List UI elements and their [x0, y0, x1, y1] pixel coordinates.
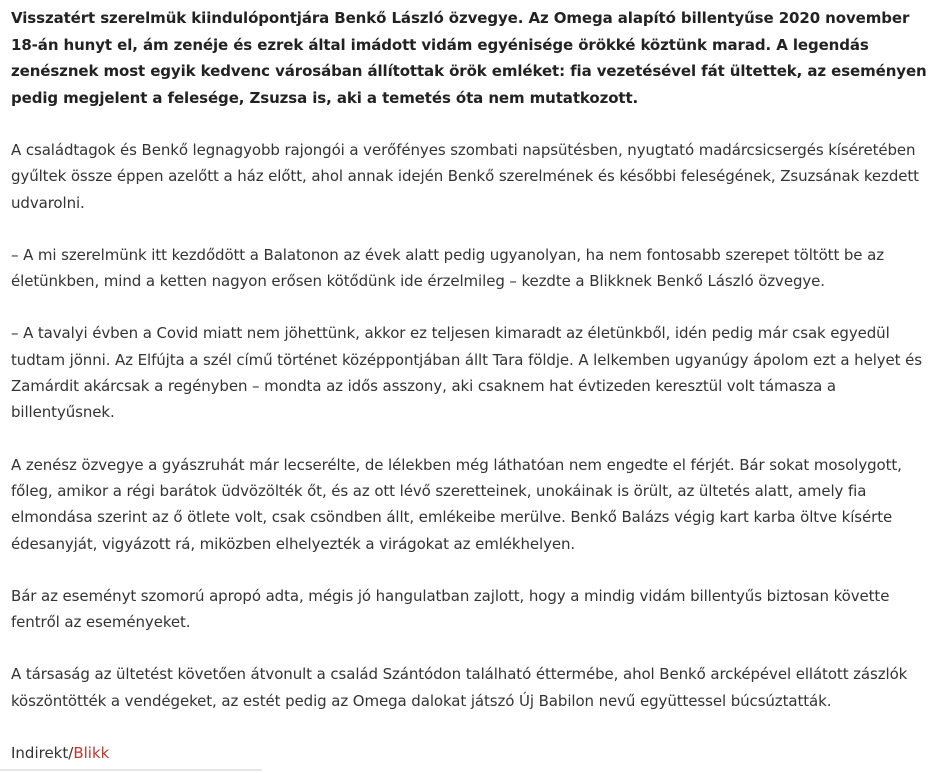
article-body [11, 5, 929, 766]
source-prefix: Indirekt/ [11, 744, 74, 763]
source-link-blikk[interactable]: Blikk [73, 744, 110, 763]
article-paragraph: A társaság az ültetést követően átvonult a család Szántódon található éttermébe, ahol Benkő arcképével ellátott zászlók köszöntötték a vendégeket, az estét pedig az Omega dalokat játszó Új Babilon nevű együttessel búcsúztatták. [11, 665, 908, 710]
article-paragraph: – A tavalyi évben a Covid miatt nem jöhettünk, akkor ez teljesen kimaradt az életünkből, idén pedig már csak egyedül tudtam jönni. Az Elfújta a szél című történet középpontjában állt Tara földje. A lelkemben ugyanúgy ápolom ezt a helyet és Zamárdit akárcsak a regényben – mondta az idős asszony, aki csaknem hat évtizeden keresztül volt támasza a billentyűsnek. [11, 324, 922, 422]
article-paragraph: – A mi szerelmünk itt kezdődött a Balatonon az évek alatt pedig ugyanolyan, ha nem fontosabb szerepet töltött be az életünkben, mind a ketten nagyon erősen kötődünk ide érzelmileg – kezdte a Blikknek Benkő László özvegye. [11, 245, 884, 291]
article-source [11, 740, 929, 766]
article-paragraph: A zenész özvegye a gyászruhát már lecserélte, de lélekben még láthatóan nem engedte el férjét. Bár sokat mosolygott, főleg, amikor a régi barátok üdvözölték őt, és az ott lévő szeretteinek, unokáinak is örült, az ültetés alatt, amely fia elmondása szerint az ő ötlete volt, csak csöndben állt, emlékeibe merülve. Benkő Balázs végig kart karba öltve kísérte édesanyját, vigyázott rá, miközben elhelyezték a virágokat az emlékhelyen. [11, 455, 902, 553]
article-paragraph: Bár az eseményt szomorú apropó adta, mégis jó hangulatban zajlott, hogy a mindig vidám billentyűs biztosan követte fentről az eseményeket. [11, 586, 890, 632]
article-paragraph: A családtagok és Benkő legnagyobb rajongói a verőfényes szombati napsütésben, nyugtató madárcsicsergés kíséretében gyűltek össze éppen azelőtt a ház előtt, ahol annak idején Benkő szerelmének és későbbi feleségének, Zsuzsának kezdett udvarolni. [11, 141, 919, 212]
bottom-divider [0, 769, 262, 771]
article-lead: Visszatért szerelmük kiindulópontjára Benkő László özvegye. Az Omega alapító billentyűse 2020 november 18-án hunyt el, ám zenéje és ezrek által imádott vidám egyénisége örökké köztünk marad. A legendás zenésznek most egyik kedvenc városában állítottak örök emléket: fia vezetésével fát ültettek, az eseményen pedig megjelent a felesége, Zsuzsa is, aki a temetés óta nem mutatkozott. [11, 9, 927, 107]
